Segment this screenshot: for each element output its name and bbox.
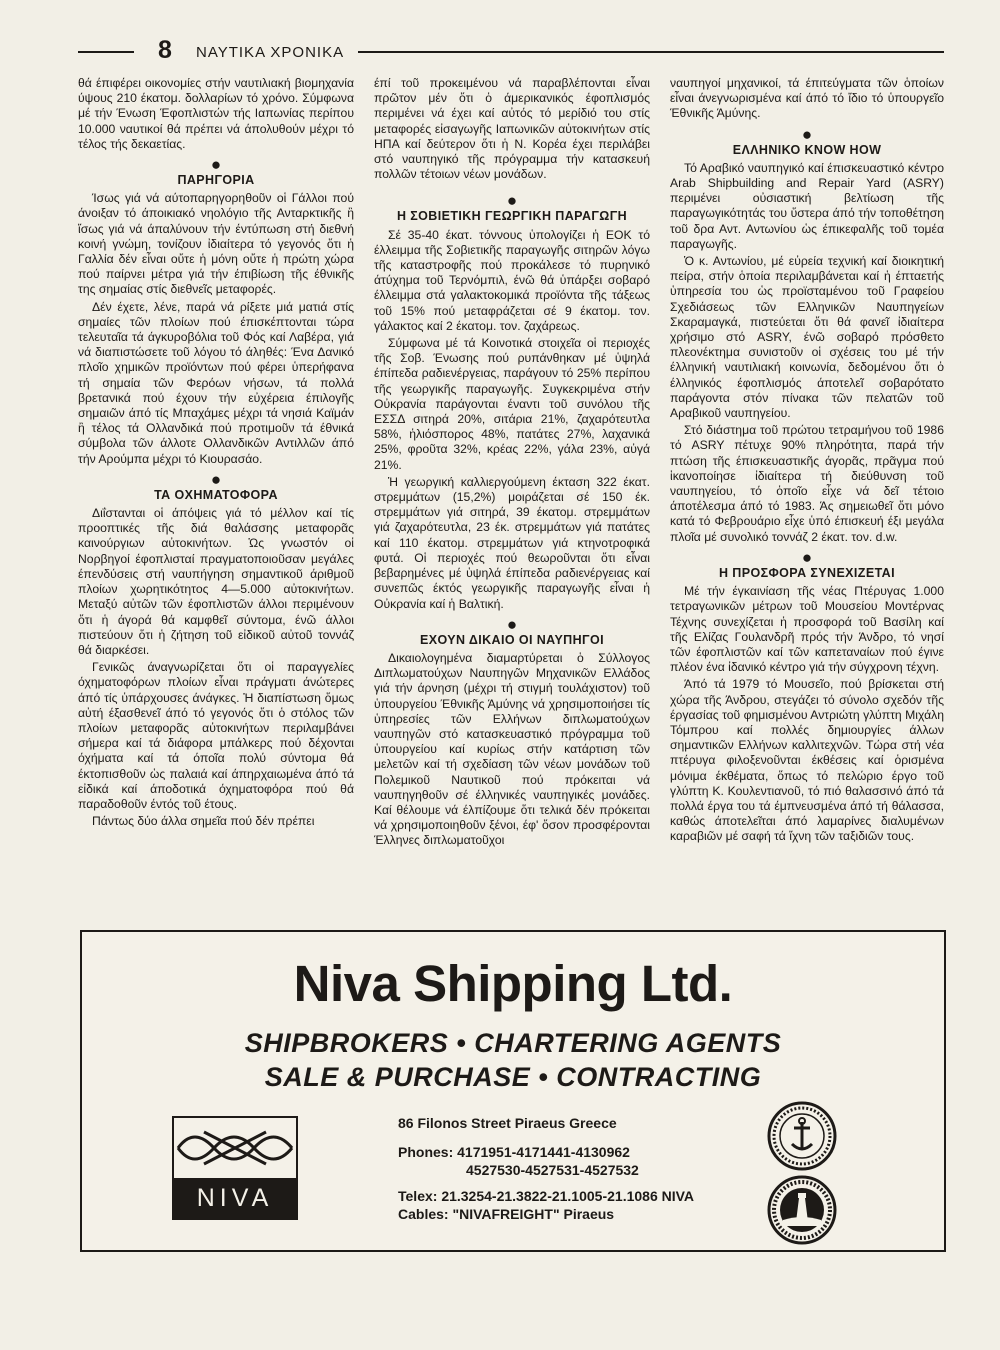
paragraph: θά έπιφέρει οικονομίες στήν ναυτιλιακή βιομηχανία ύψους 210 έκατομ. δολλαρίων τό χρόνο. Σύμφωνα μέ τήν Ένωση Έφοπλιστών τής Ιαπωνίας περίπου 10.000 ναυτικοί θά πρέπει νά άπολυθούν μέχρι τό τέλος τής δεκαετίας. [78,76,354,151]
section-heading: ΕΧΟΥΝ ΔΙΚΑΙΟ ΟΙ ΝΑΥΠΗΓΟΙ [420,632,604,647]
paragraph: Άπό τά 1979 τό Μουσεῖο, πού βρίσκεται στή χώρα τῆς Άνδρου, στεγάζει τό σύνολο σχεδόν τῆς έργασίας τοῦ φημισμένου Αντριώτη γλύπτη Μιχάλη Τόμπρου καί πολλές δημιουργίες άλλων σημαντικῶν Ελλήνων καλλιτεχνῶν. Τώρα στή νέα πτέρυγα φιλοξενοῦνται έκθέσεις καί ὁρισμένα μόνιμα έκθέματα, ὅπως τό πελώριο έργο τοῦ γλύπτη Κ. Κουλεντιανοῦ, τό πιό θαλασσινό άπό τά πολλά έργα του τά έμπνευσμένα άπό τή θάλασσα, καθώς άποτελεῖται άπό λαμαρίνες διαλυμένων καραβιῶν μέ σαφή τά ἴχνη τῶν ταξιδιῶν τους. [670,677,944,844]
paragraph: Πάντως δύο άλλα σημεῖα πού δέν πρέπει [92,814,315,829]
niva-logo-text: NIVA [174,1178,296,1218]
shipbrokers-association-seal-icon [766,1100,838,1172]
page-header [78,36,944,74]
header-rule-right [358,51,944,53]
paragraph: Σύμφωνα μέ τά Κοινοτικά στοιχεῖα οἱ περιοχές τῆς Σοβ. Ένωσης πού ρυπάνθηκαν μέ ὑψηλά έπίπεδα ραδιενέργειας, παράγουν τό 25% περίπου τῆς γεωργικῆς παραγωγῆς. Συγκεκριμένα στήν Οὐκρανία παράγονται έναντι τοῦ συνόλου τῆς ΕΣΣΔ σιτηρά 20%, σιτάρια 21%, ζαχαρότευτλα 58%, ἡλιόσπορος 48%, πατάτες 27%, λαχανικά 25%, φροῦτα 32%, κρέας 22%, γάλα 23%, αὐγά 21%. [374,336,650,472]
section-heading: ΕΛΛΗΝΙΚΟ KNOW HOW [732,142,882,157]
bullet-separator: ● [506,614,518,634]
lighthouse-seal-icon [766,1174,838,1246]
ad-telex: Telex: 21.3254-21.3822-21.1005-21.1086 NIVA [398,1188,695,1204]
magazine-title: ΝΑΥΤΙΚΑ ΧΡΟΝΙΚΑ [196,44,345,61]
ad-phones-continued: 4527530-4527531-4527532 [466,1162,639,1178]
column-2 [374,76,650,851]
section-heading: ΤΑ ΟΧΗΜΑΤΟΦΟΡΑ [154,487,278,502]
paragraph: Διΐστανται οἱ άπόψεις γιά τό μέλλον καί τίς προοπτικές τῆς διά θαλάσσης μεταφορᾶς καινούργιων αὐτοκινήτων. Ὡς γνωστόν οἱ Νορβηγοί έφοπλισταί πραγματοποιοῦσαν μεγάλες έπενδύσεις στή ναυπήγηση σημαντικοῦ άριθμοῦ πλοίων χωρητικότητος 4—5.000 αὐτοκινήτων. Μεταξύ αὐτῶν τῶν έφοπλιστῶν άλλοι περιμένουν ὅτι ἡ άγορά θά καμφθεῖ σύντομα, ένῶ άλλοι πιστεύουν ὅτι ἡ ζήτηση τοῦ εἰδικοῦ αὐτοῦ τοννάζ θά διαρκέσει. [78,506,354,657]
niva-logo-emblem-icon [174,1118,296,1178]
paragraph: Στό διάστημα τοῦ πρώτου τετραμήνου τοῦ 1986 τό ASRY πέτυχε 90% πληρότητα, παρά τήν πτώση τῆς έπισκευαστικῆς άγορᾶς, πρᾶγμα πού ἱκανοποίησε ἰδιαίτερα τή διεύθυνση τοῦ ναυπηγείου, τό ὁποῖο εἶχε νά δεῖ τέτοιο άποτέλεσμα άπό τό 1983. Άς σημειωθεῖ ὅτι μόνο κατά τό Φεβρουάριο εἶχε ὑπό έπισκευή έξι μεγάλα πλοῖα μέ συνολικό τοννάζ 2 έκατ. τον. d.w. [670,423,944,544]
paragraph: Ἡ γεωργική καλλιεργούμενη έκταση 322 έκατ. στρεμμάτων (15,2%) μοιράζεται σέ 150 έκ. στρεμμάτων γιά σιτηρά, 39 έκατομ. στρεμμάτων γιά ζαχαρότευτλα, 23 έκ. στρεμμάτων γιά πατάτες καί 110 έκατομ. στρεμμάτων γιά κτηνοτροφικά φυτά. Οἱ περιοχές πού θεωροῦνται ὅτι εἶναι βεβαρημένες μέ ὑψηλά έπίπεδα ραδιενέργειας καί συνεπῶς έκτός γεωργικῆς παραγωγῆς εἶναι ἡ Οὐκρανία καί ἡ Βαλτική. [374,474,650,611]
section-heading: Η ΣΟΒΙΕΤΙΚΗ ΓΕΩΡΓΙΚΗ ΠΑΡΑΓΩΓΗ [396,209,628,224]
bullet-separator: ● [506,191,518,211]
paragraph: Μέ τήν έγκαινίαση τῆς νέας Πτέρυγας 1.000 τετραγωνικῶν μέτρων τοῦ Μουσείου Μοντέρνας Τέχνης συνεχίζεται ἡ προσφορά τοῦ Βασίλη καί τῆς Ελίζας Γουλανδρῆ πρός τήν Άνδρο, τό νησί τῶν έφοπλιστῶν καί τῶν καπεταναίων πού έγινε πλέον ένα ἰδανικό κέντρο γιά τήν σύγχρονη τέχνη. [670,584,944,675]
niva-logo [172,1116,298,1220]
bullet-separator: ● [210,469,222,489]
column-1 [78,76,354,831]
ad-services-line-2: SALE & PURCHASE • CONTRACTING [264,1062,762,1092]
column-3 [670,76,944,847]
ad-services-line-1: SHIPBROKERS • CHARTERING AGENTS [244,1028,782,1058]
paragraph: Τό Αραβικό ναυπηγικό καί έπισκευαστικό κέντρο Arab Shipbuilding and Repair Yard (ASRY) περιμένει οὐσιαστική βελτίωση τῆς παραγωγικότητάς του ὕστερα άπό τήν τοποθέτηση τοῦ δρα Αντ. Αντωνίου ὡς έπικεφαλῆς τοῦ τομέα παραγωγῆς. [670,160,944,251]
paragraph: Σέ 35-40 έκατ. τόννους ὑπολογίζει ἡ ΕΟΚ τό έλλειμμα τῆς Σοβιετικῆς παραγωγῆς σιτηρῶν λόγω τῆς καταστροφῆς πού προκάλεσε τό πυρηνικό άτύχημα τοῦ Τερνόμπιλ, ένῶ θά ὑπάρξει σοβαρό έλλειμμα στά γαλακτοκομικά προϊόντα τῆς τάξεως τοῦ 15% πού μεταφράζεται σέ 9 έκατομ. τον. γάλακτος καί 2 έκατομ. τον. ζαχάρεως. [374,227,650,333]
ad-title: Niva Shipping Ltd. [293,955,733,1012]
ad-cables: Cables: "NIVAFREIGHT" Piraeus [398,1206,615,1222]
ad-address: 86 Filonos Street Piraeus Greece [398,1115,617,1131]
header-rule-left [78,51,134,53]
paragraph: Γενικῶς άναγνωρίζεται ὅτι οἱ παραγγελίες όχηματοφόρων πλοίων εἶναι πράγματι άνώτερες άπό τίς ὑπάρχουσες άνάγκες. Ἡ διαπίστωση ὅμως αὐτή έξασθενεῖ άπό τό γεγονός ὅτι ὁ στόλος τῶν πλοίων μεταφορᾶς αὐτοκινήτων περιλαμβάνει σήμερα καί τά διάφορα μπάλκερς πού δέχονται όχήματα καί τά όποῖα πολύ σύντομα θά έκτοπισθοῦν ὡς παλαιά καί άπηρχαιωμένα άπό τά εἰδικά καί άποδοτικά όχηματοφόρα πού θά παραδοθοῦν έντός τοῦ έτους. [78,660,354,811]
bullet-separator: ● [801,124,813,144]
niva-shipping-advertisement [80,930,946,1252]
page-number: 8 [158,36,172,64]
paragraph: Ίσως γιά νά αύτοπαρηγορηθοῦν οἱ Γάλλοι πού άνοιξαν τό άποικιακό νηολόγιο τῆς Ανταρκτικῆς ἢ ἴσως γιά νά άπαλύνουν τήν έντύπωση στή διεθνή κοινή γνώμη, τονίζουν ἰδιαίτερα τό γεγονός ὅτι ἡ Γαλλία δέν εἶναι οὔτε ἡ μόνη οὔτε ἡ πρώτη χώρα πού παίρνει μέτρα γιά τήν έπιβίωση τῆς έθνικῆς της σημαίας στίς διεθνεῖς μεταφορές. [78,191,354,297]
bullet-separator: ● [801,547,813,567]
paragraph: Δικαιολογημένα διαμαρτύρεται ὁ Σύλλογος Διπλωματούχων Ναυπηγῶν Μηχανικῶν Ελλάδος γιά τήν άρνηση (μέχρι τή στιγμή τουλάχιστον) τοῦ ὑπουργείου Έθνικῆς Άμύνης νά χρησιμοποιήσει τίς ὑπηρεσίες τῶν Ελλήνων διπλωματούχων ναυπηγῶν στό κατασκευαστικό πρόγραμμα τοῦ ὑπουργείου καί κυρίως στήν κατάρτιση τῶν μελετῶν καί τή σχεδίαση τῶν νέων μονάδων τοῦ Πολεμικοῦ Ναυτικοῦ πού πρόκειται νά ναυπηγηθοῦν σέ έλληνικές ναυπηγικές μονάδες. Καί θέλουμε νά έλπίζουμε ὅτι τελικά δέν πρόκειται νά χρησιμοποιηθοῦν ξένοι, έφ' ὅσον προσφέρονται Έλληνες διπλωματοῦχοι [374,650,650,848]
ad-phones: Phones: 4171951-4171441-4130962 [398,1144,630,1160]
section-heading: Η ΠΡΟΣΦΟΡΑ ΣΥΝΕΧΙΖΕΤΑΙ [719,565,895,580]
section-heading: ΠΑΡΗΓΟΡΙΑ [177,173,255,188]
paragraph: έπί τοῦ προκειμένου νά παραβλέπονται εἶναι πρῶτον μέν ὅτι ὁ άμερικανικός έφοπλισμός περιμένει νά έχει καί αὐτός τό μερίδιό του στίς μεταφορές εἰσαγωγῆς Ιαπωνικῶν αὐτοκινήτων στίς ΗΠΑ καί δεύτερον ὅτι ἡ Ν. Κορέα έχει περιλάβει στό ναυπηγικό τῆς πρόγραμμα τήν κατασκευή πολλῶν τέτοιων νέων μονάδων. [374,76,650,182]
bullet-separator: ● [210,155,222,175]
paragraph: Δέν έχετε, λένε, παρά νά ρίξετε μιά ματιά στίς σημαίες τῶν πλοίων πού έπισκέπτονται τώρα τελευταῖα τά άγκυροβόλια τοῦ Φός καί Λαβέρα, γιά νά διαπιστώσετε τοῦ λόγου τό άληθές: Ένα Δανικό πλοῖο χημικῶν προϊόντων πού φέρει ὑπερήφανα τή σημαία τῶν Φερόων νήσων, τά πολλά βρετανικά πού έχουν τήν εὐχέρεια έπιλογῆς σημαιῶν άπό τίς Μπαχάμες μέχρι τά νησιά Καϊμάν ἢ τέλος τά Ολλανδικά πού προτιμοῦν τά έθνικά σύμβολα τῶν άλλοτε Ολλανδικῶν Αντιλλῶν άπό τήν Αρούμπα μέχρι τό Κιουρασάο. [78,299,354,466]
paragraph: ναυπηγοί μηχανικοί, τά έπιτεύγματα τῶν ὁποίων εἶναι άνεγνωρισμένα καί άπό τό ἴδιο τό ὑπουργεῖο Έθνικῆς Άμύνης. [670,76,944,121]
paragraph: Ὁ κ. Αντωνίου, μέ εὐρεία τεχνική καί διοικητική πείρα, στήν ὁποία περιλαμβάνεται καί ἡ έπταετής ὑπηρεσία του ὡς προϊσταμένου τοῦ Γραφείου Σχεδιάσεως τῶν Ελληνικῶν Ναυπηγείων Σκαραμαγκά, πιστεύεται ὅτι θά φανεῖ ἰδιαίτερα χρήσιμο στό ASRY, ένῶ σοβαρό πρόσθετο πλεονέκτημα συνιστοῦν οἱ σχέσεις του μέ τήν έλληνική ναυτιλιακή κοινωνία, δεδομένου ὅτι ὁ έλληνικός έφοπλισμός άποτελεῖ σοβαρότατο παράγοντα στόν πίνακα τῶν πελατῶν τοῦ Αραβικοῦ ναυπηγείου. [670,254,944,421]
